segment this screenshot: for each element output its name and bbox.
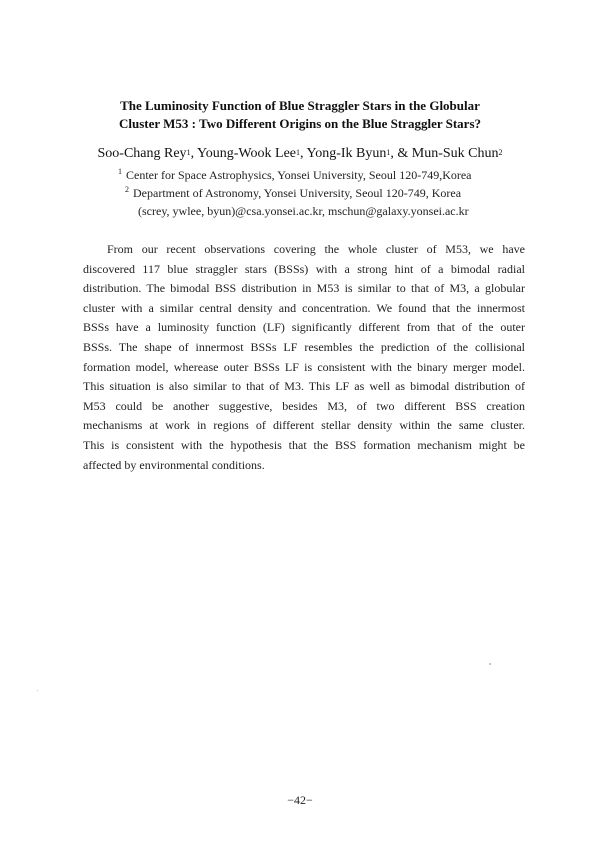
abstract-line: This situation is also similar to that of M3. This LF as well as bimodal distribution of	[83, 379, 525, 394]
affiliation-text: Department of Astronomy, Yonsei University, Seoul 120-749, Korea	[133, 186, 462, 200]
author-affiliation-mark: 1	[296, 148, 300, 157]
affiliation-text: Center for Space Astrophysics, Yonsei University, Seoul 120-749,Korea	[126, 168, 472, 182]
abstract-line: mechanisms at work in regions of different stellar density within the same cluster.	[83, 418, 525, 433]
abstract-line: affected by environmental conditions.	[83, 457, 265, 472]
abstract-line: This is consistent with the hypothesis that the BSS formation mechanism might be	[83, 437, 525, 452]
author-affiliation-mark: 2	[498, 148, 503, 157]
scan-speck	[489, 663, 491, 665]
abstract-line: formation model, wherease outer BSSs LF is consistent with the binary merger model.	[83, 359, 525, 374]
affiliation-mark: 1	[118, 167, 122, 176]
scan-speck	[37, 690, 38, 691]
affiliation-mark: 2	[125, 185, 129, 194]
author-affiliation-mark: 1	[386, 148, 391, 157]
author-emails: (screy, ywlee, byun)@csa.yonsei.ac.kr, mschun@galaxy.yonsei.ac.kr	[138, 204, 469, 218]
author-name: Mun-Suk Chun	[411, 146, 499, 161]
author-separator: ,	[300, 146, 307, 161]
abstract-line: cluster with a similar central density and concentration. We found that the innermost	[83, 300, 525, 315]
author-separator: , &	[390, 146, 412, 161]
abstract-line: discovered 117 blue straggler stars (BSSs) with a strong hint of a bimodal radial	[83, 261, 525, 276]
abstract-line: BSSs. The shape of innermost BSSs LF resembles the prediction of the collisional	[83, 339, 525, 354]
author-name: Soo-Chang Rey	[97, 146, 187, 161]
abstract-line: From our recent observations covering the whole cluster of M53, we have	[107, 242, 525, 256]
author-separator: ,	[190, 146, 198, 161]
author-name: Yong-Ik Byun	[306, 146, 387, 161]
page-number: −42−	[287, 793, 313, 807]
author-list	[60, 146, 540, 162]
abstract-line: distribution. The bimodal BSS distribution in M53 is similar to that of M3, a globular	[83, 281, 525, 296]
affiliation-1	[118, 168, 472, 182]
paper-title-line-2: Cluster M53 : Two Different Origins on the Blue Straggler Stars?	[118, 116, 482, 131]
affiliation-2	[125, 186, 461, 200]
author-affiliation-mark: 1	[186, 148, 191, 157]
paper-title-line-1: The Luminosity Function of Blue Straggler Stars in the Globular	[120, 98, 480, 113]
author-name: Young-Wook Lee	[197, 146, 296, 161]
abstract-line: BSSs have a luminosity function (LF) significantly different from that of the outer	[83, 320, 525, 335]
abstract-line: M53 could be another suggestive, besides M3, of two different BSS creation	[83, 398, 525, 413]
abstract	[83, 240, 525, 475]
